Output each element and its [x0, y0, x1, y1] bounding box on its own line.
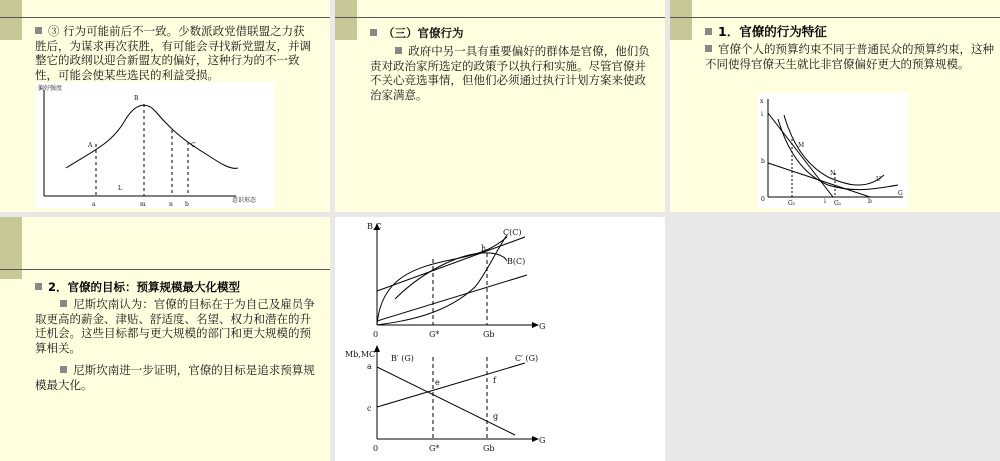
ideology-preference-chart — [36, 82, 274, 208]
bullet-icon — [60, 366, 67, 373]
top-y-axis-label: B,C — [367, 222, 382, 231]
divider — [335, 17, 665, 18]
slide-4-heading: 2．官僚的目标：预算规模最大化模型 — [35, 279, 325, 295]
slide-2-heading: （三）官僚行为 — [370, 26, 655, 41]
peak-label: B — [134, 95, 139, 102]
a-label: a — [367, 362, 372, 371]
marginal-benefit-label: B′ (G) — [391, 354, 414, 363]
g-point-label: g — [493, 412, 499, 421]
e-label: e — [435, 378, 440, 387]
bottom-gb-label: Gb — [483, 444, 495, 453]
slide-1[interactable] — [0, 0, 330, 212]
slide-2-text: 政府中另一具有重要偏好的群体是官僚，他们负责对政治家所选定的政策予以执行和实施。尽管官僚并不关心竞选事情，但他们必须通过执行计划方案来使政治家满意。 — [370, 44, 650, 102]
bullet-icon — [60, 300, 67, 307]
left-label: A — [88, 142, 93, 149]
g-axis-label: G — [898, 190, 903, 197]
slide-3-text: 官僚个人的预算约束不同于普通民众的预算约束，这种不同使得官僚天生就比非官僚偏好更大的预算规模。 — [705, 42, 994, 71]
divider — [670, 17, 1000, 18]
f-label: f — [493, 376, 496, 385]
g1-label: G1 — [788, 200, 796, 207]
divider — [0, 269, 330, 270]
top-g-axis-label: G — [539, 322, 546, 331]
c-label: c — [367, 404, 372, 413]
b-label: b — [761, 158, 765, 165]
y-axis-label: x — [760, 98, 764, 105]
tick-b: b — [185, 201, 189, 208]
origin-label: 0 — [761, 196, 765, 203]
slide-4-paragraph-2: 尼斯坎南进一步证明，官僚的目标是追求预算规模最大化。 — [35, 363, 315, 392]
budget-constraint-chart — [758, 93, 908, 208]
bottom-origin-label: 0 — [373, 444, 379, 453]
bullet-icon — [35, 283, 42, 290]
marginal-cost-label: C′ (G) — [515, 354, 539, 363]
m-label: M — [798, 142, 805, 149]
bullet-icon — [705, 45, 712, 52]
i2-label: i — [824, 198, 826, 205]
slide-4-paragraph-1: 尼斯坎南认为：官僚的目标在于为自己及雇员争取更高的薪金、津贴、舒适度、名望、权力和潜在的升迁机会。这些目标都与更大规模的部门和更大规模的预算相关。 — [35, 297, 315, 355]
top-origin-label: 0 — [373, 330, 379, 339]
bottom-g-axis-label: G — [539, 436, 546, 445]
right-label: C — [191, 142, 196, 149]
tick-n: n — [169, 201, 173, 208]
bullet-icon — [705, 28, 712, 35]
benefit-curve-label: B(C) — [507, 257, 526, 266]
bullet-icon — [395, 47, 402, 54]
y-axis-label: 偏好强度 — [38, 85, 63, 92]
niskanen-model-svg — [335, 217, 565, 461]
u-label: U — [876, 176, 882, 183]
x-axis-label: 意识形态 — [232, 197, 257, 204]
b2-label: b — [868, 198, 872, 205]
point-h-label: h — [481, 244, 487, 253]
n-label: N — [830, 170, 836, 177]
tick-m: m — [140, 201, 146, 208]
i-label: i — [761, 111, 763, 118]
g2-label: G2 — [834, 200, 842, 207]
slide-3[interactable] — [670, 0, 1000, 212]
budget-constraint-svg — [758, 93, 908, 208]
slide-accent-bar — [335, 0, 357, 40]
top-gstar-label: G* — [429, 330, 440, 339]
slide-3-heading: 1．官僚的行为特征 — [705, 22, 995, 40]
bullet-icon — [370, 29, 377, 36]
bottom-gstar-label: G* — [429, 444, 440, 453]
below-label: L — [118, 185, 122, 192]
cost-curve-label: C(C) — [503, 228, 522, 237]
ideology-preference-svg — [36, 82, 274, 208]
slide-2[interactable] — [335, 0, 665, 212]
bottom-y-axis-label: Mb,MC — [345, 350, 376, 359]
top-gb-label: Gb — [483, 330, 495, 339]
slide-4[interactable] — [0, 217, 330, 461]
divider — [0, 17, 330, 18]
slide-1-text: ③ 行为可能前后不一致。少数派政党借联盟之力获胜后，为谋求再次获胜，有可能会寻找新党盟友，并调整它的政纲以迎合新盟友的偏好，这种行为的不一致性，可能会使某些选民的利益受损。 — [35, 24, 311, 82]
slide-accent-bar — [670, 0, 692, 40]
bullet-icon — [35, 27, 42, 34]
tick-a: a — [92, 201, 96, 208]
slide-5[interactable] — [335, 217, 665, 461]
slide-accent-bar — [0, 0, 22, 40]
